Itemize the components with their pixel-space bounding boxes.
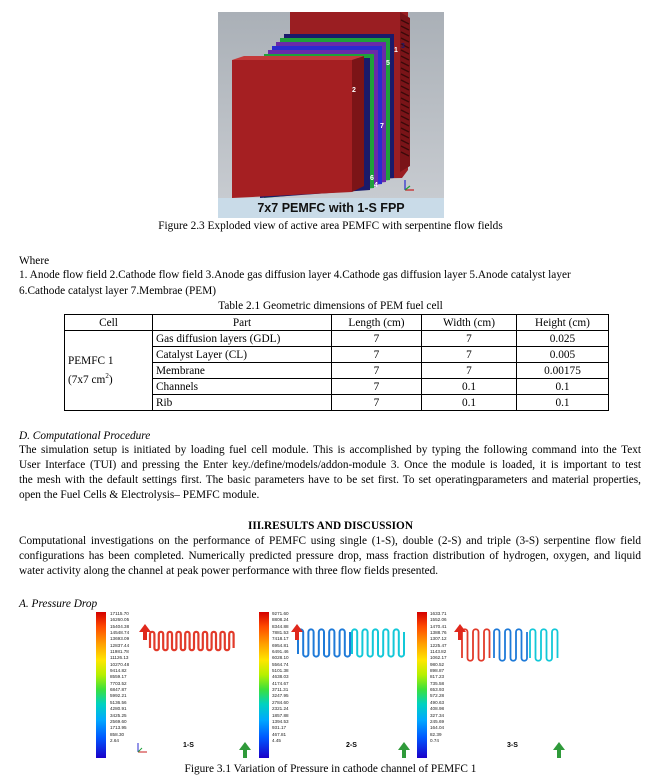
scale-tick-label: 817.23 [430, 674, 445, 680]
part-cell: Channels [153, 379, 332, 395]
scale-tick-label: 980.52 [430, 661, 445, 667]
length-cell: 7 [332, 363, 422, 379]
scale-tick-label: 12837.44 [110, 642, 130, 648]
scale-tick-label: 8344.88 [272, 623, 289, 629]
width-cell: 7 [422, 363, 517, 379]
figure-2-3-caption: Figure 2.3 Exploded view of active area PEMFC with serpentine flow fields [158, 220, 503, 232]
panel-label-2s: 2-S [346, 742, 357, 749]
scale-tick-label: 898.87 [430, 668, 445, 674]
scale-tick-label: 245.69 [430, 718, 445, 724]
scale-tick-label: 7418.17 [272, 636, 289, 642]
header-length: Length (cm) [332, 315, 422, 331]
scale-tick-label: 1857.88 [272, 712, 289, 718]
scale-tick-label: 2784.60 [272, 699, 289, 705]
scale-tick-label: 14548.74 [110, 630, 130, 636]
axis-triad-icon [138, 743, 147, 752]
scale-tick-label: 735.58 [430, 680, 445, 686]
pemfc-exploded-render [218, 12, 444, 198]
length-cell: 7 [332, 347, 422, 363]
scale-tick-label: 16260.05 [110, 617, 130, 623]
scale-tick-label: 5136.56 [110, 699, 127, 705]
scale-tick-label: 858.30 [110, 731, 125, 737]
scale-tick-label: 164.04 [430, 725, 445, 731]
width-cell: 7 [422, 347, 517, 363]
scale-tick-label: 1062.17 [430, 655, 447, 661]
scale-tick-label: 1307.12 [430, 636, 447, 642]
header-width: Width (cm) [422, 315, 517, 331]
length-cell: 7 [332, 331, 422, 347]
scale-tick-label: 8559.17 [110, 674, 127, 680]
scale-tick-label: 13693.09 [110, 636, 130, 642]
table-2-1-caption: Table 2.1 Geometric dimensions of PEM fuel cell [218, 300, 443, 312]
figure-banner: 7x7 PEMFC with 1-S FPP [218, 198, 444, 218]
serpentine-3s-channel [462, 629, 558, 661]
scale-tick-label: 5564.74 [272, 661, 289, 667]
scale-tick-label: 1143.82 [430, 649, 447, 655]
header-cell: Cell [65, 315, 153, 331]
width-cell: 7 [422, 331, 517, 347]
scale-tick-label: 572.28 [430, 693, 445, 699]
header-part: Part [153, 315, 332, 331]
scale-tick-label: 1388.76 [430, 630, 447, 636]
scale-tick-label: 3711.31 [272, 687, 289, 693]
part-cell: Catalyst Layer (CL) [153, 347, 332, 363]
layer-number-6: 6 [370, 175, 374, 182]
scale-tick-label: 7881.53 [272, 630, 289, 636]
scale-tick-label: 4174.67 [272, 680, 289, 686]
scale-tick-label: 2321.24 [272, 706, 289, 712]
serpentine-1s-channel [150, 632, 234, 650]
scale-tick-label: 4638.03 [272, 674, 289, 680]
scale-tick-label: 82.39 [430, 731, 442, 737]
height-cell: 0.005 [517, 347, 609, 363]
header-height: Height (cm) [517, 315, 609, 331]
cell-name: PEMFC 1 [68, 354, 114, 367]
outlet-arrow-icon [553, 742, 565, 758]
geometric-dimensions-table [64, 314, 609, 411]
height-cell: 0.025 [517, 331, 609, 347]
scale-tick-label: 6028.10 [272, 655, 289, 661]
layer-number-7: 7 [380, 123, 384, 130]
scale-tick-label: 2.64 [110, 737, 119, 743]
scale-tick-label: 8808.24 [272, 617, 289, 623]
scale-tick-label: 467.81 [272, 731, 287, 737]
scale-tick-label: 1633.71 [430, 611, 447, 616]
scale-tick-label: 1470.41 [430, 623, 447, 629]
width-cell: 0.1 [422, 395, 517, 411]
length-cell: 7 [332, 395, 422, 411]
scale-tick-label: 3247.95 [272, 693, 289, 699]
scale-tick-label: 5101.38 [272, 668, 289, 674]
scale-tick-label: 17115.70 [110, 611, 129, 616]
pressure-contours [0, 606, 661, 764]
scale-tick-label: 6491.46 [272, 649, 289, 655]
section-d-line-4: open the Fuel Cells & Electrolysis– PEMFC module. [19, 489, 260, 501]
part-cell: Rib [153, 395, 332, 411]
scale-tick-label: 9271.60 [272, 611, 289, 616]
width-cell: 0.1 [422, 379, 517, 395]
height-cell: 0.1 [517, 379, 609, 395]
length-cell: 7 [332, 379, 422, 395]
panel-label-1s: 1-S [183, 742, 194, 749]
scale-tick-label: 9414.82 [110, 668, 127, 674]
height-cell: 0.1 [517, 395, 609, 411]
scale-tick-label: 3425.25 [110, 712, 127, 718]
inlet-arrow-icon [454, 624, 466, 640]
panel-label-3s: 3-S [507, 742, 518, 749]
layer-number-2: 2 [352, 87, 356, 94]
scale-tick-label: 490.63 [430, 699, 445, 705]
scale-tick-label: 2569.60 [110, 718, 127, 724]
scale-tick-label: 4.45 [272, 737, 281, 743]
part-cell: Gas diffusion layers (GDL) [153, 331, 332, 347]
scale-tick-label: 0.74 [430, 737, 439, 743]
outlet-arrow-icon [398, 742, 410, 758]
scale-tick-label: 11981.78 [110, 649, 129, 655]
section-iii-heading: III.RESULTS AND DISCUSSION [247, 520, 414, 532]
part-cell: Membrane [153, 363, 332, 379]
section-d-line-1: The simulation setup is initiated by loading fuel cell module. This is accomplished by typing the following command into the Text [19, 444, 641, 456]
scale-tick-label: 6847.87 [110, 687, 127, 693]
scale-tick-label: 1713.95 [110, 725, 127, 731]
section-d-line-3: the mesh with the default settings first. The basic parameters have to be set first. To set operatingparameters and material properties, [19, 474, 641, 486]
scale-tick-label: 6954.81 [272, 642, 289, 648]
layer-number-5: 5 [386, 60, 390, 67]
section-a-heading: A. Pressure Drop [19, 598, 98, 610]
section-iii-line-2: configurations has been completed. Numerically predicted pressure drop, mass fraction distribution of hydrogen, oxygen, and liquid [19, 550, 641, 562]
exploded-view-figure [218, 12, 444, 218]
figure-3-1-caption: Figure 3.1 Variation of Pressure in cathode channel of PEMFC 1 [184, 763, 477, 775]
scale-tick-label: 10270.48 [110, 661, 130, 667]
layer-number-1: 1 [394, 47, 398, 54]
cell-size: (7x7 $cm^2$) [68, 372, 113, 387]
layer-number-3: 3 [401, 43, 405, 50]
scale-tick-label: 1552.06 [430, 617, 447, 623]
scale-tick-label: 11126.13 [110, 655, 129, 661]
table-header-row [65, 315, 609, 331]
scale-tick-label: 5992.21 [110, 693, 127, 699]
scale-tick-label: 653.93 [430, 687, 445, 693]
scale-tick-label: 327.34 [430, 712, 445, 718]
layer-number-4: 4 [374, 182, 378, 189]
cell-name-cell [65, 331, 153, 411]
scale-tick-label: 15404.38 [110, 623, 130, 629]
where-line-2: 6.Cathode catalyst layer 7.Membrae (PEM) [19, 285, 217, 297]
height-cell: 0.00175 [517, 363, 609, 379]
section-iii-line-3: water activity along the channel at peak power performance with three flow fields presented. [19, 565, 439, 577]
section-d-heading: D. Computational Procedure [19, 430, 151, 442]
scale-tick-label: 1225.47 [430, 642, 447, 648]
serpentine-2s-channel [298, 629, 404, 656]
outlet-arrow-icon [239, 742, 251, 758]
inlet-arrow-icon [291, 624, 303, 640]
scale-tick-label: 1394.53 [272, 718, 289, 724]
scale-tick-label: 4280.91 [110, 706, 127, 712]
section-d-line-2: User Interface (TUI) and pressing the Enter key./define/models/addon-module 3. Once the module is loaded, it is important to test [19, 459, 641, 471]
scale-tick-label: 931.17 [272, 725, 287, 731]
section-iii-line-1: Computational investigations on the performance of PEMFC using single (1-S), double (2-S) and triple (3-S) serpentine flow field [19, 535, 641, 547]
where-line-1: 1. Anode flow field 2.Cathode flow field 3.Anode gas diffusion layer 4.Cathode gas diffusion layer 5.Anode catalyst layer [19, 269, 571, 281]
where-heading: Where [19, 255, 50, 267]
table-row [65, 331, 609, 347]
scale-tick-label: 408.98 [430, 706, 445, 712]
scale-tick-label: 7703.52 [110, 680, 127, 686]
